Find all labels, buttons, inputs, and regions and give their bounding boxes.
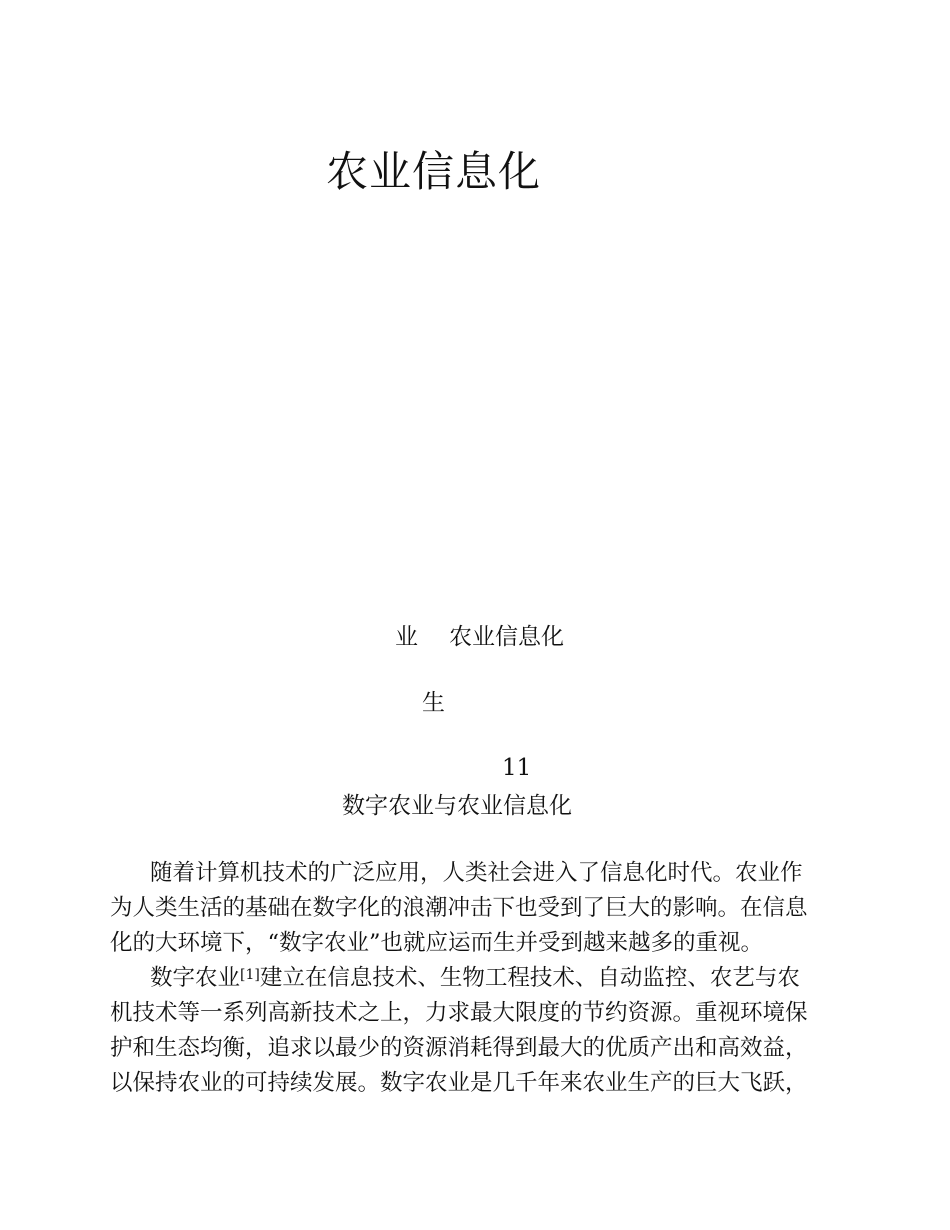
paragraph-2-line: 以保持农业的可持续发展。数字农业是几千年来农业生产的巨大飞跃， [110,1070,808,1096]
paragraph-2-text-before: 数字农业 [150,965,241,991]
body-text [110,856,840,1101]
page-title: 农业信息化 [326,147,542,196]
meta-fragment-a: 业 [395,624,418,650]
paragraph-1-line: 为人类生活的基础在数字化的浪潮冲击下也受到了巨大的影响。在信息 [110,895,808,921]
meta-fragment-c: 生 [422,690,445,716]
meta-fragment-b: 农业信息化 [449,624,564,650]
paragraph-2-line: 护和生态均衡，追求以最少的资源消耗得到最大的优质产出和高效益， [110,1035,808,1061]
paragraph-2-line: 机技术等一系列高新技术之上，力求最大限度的节约资源。重视环境保 [110,1000,808,1026]
citation-link[interactable]: [1] [240,967,260,983]
paragraph-1-line: 化的大环境下，“数字农业”也就应运而生并受到越来越多的重视。 [110,930,764,956]
chapter-title: 数字农业与农业信息化 [342,793,572,819]
chapter-number: 11 [502,755,532,781]
paragraph-1-line: 随着计算机技术的广泛应用，人类社会进入了信息化时代。农业作 [150,860,803,886]
paragraph-2-first-line [110,961,840,996]
paragraph-2-text-after: 建立在信息技术、生物工程技术、自动监控、农艺与农 [259,965,800,991]
